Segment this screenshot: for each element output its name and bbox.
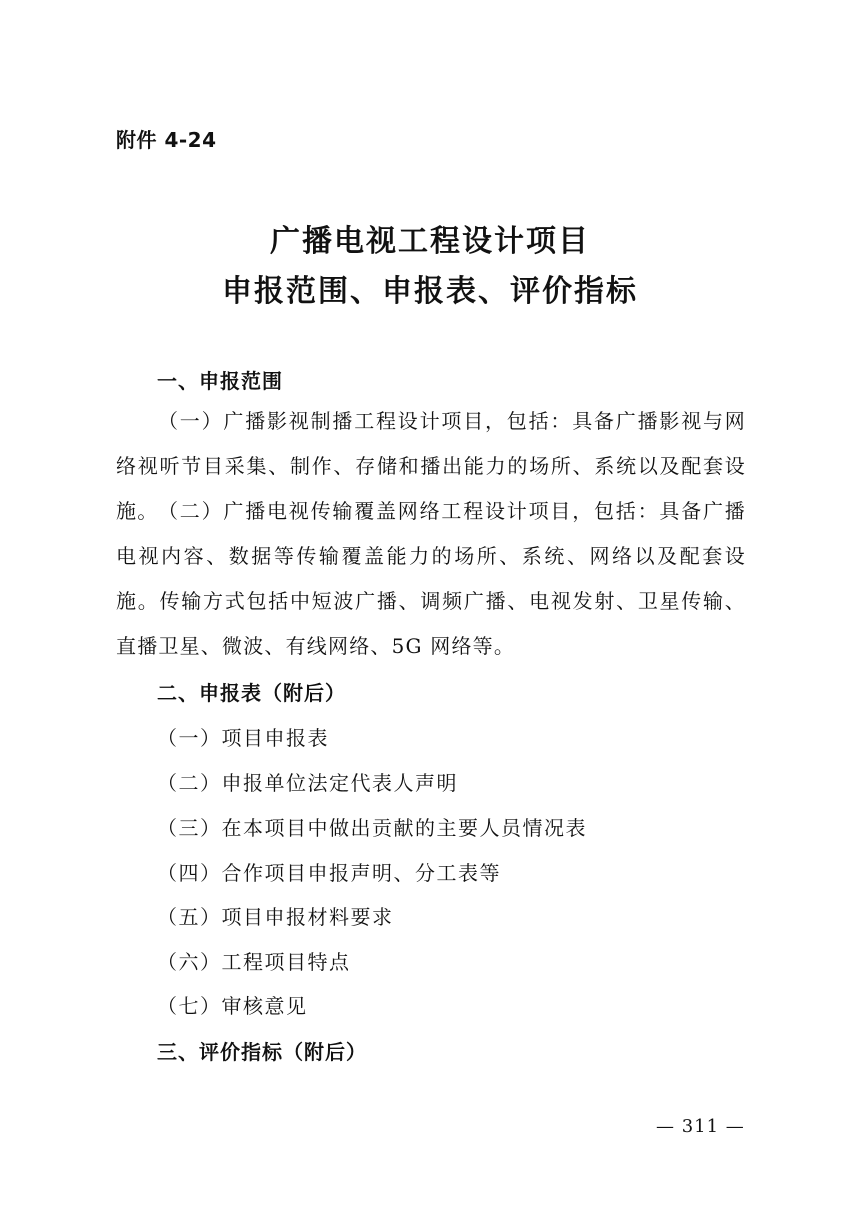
section-heading-form: 二、申报表（附后）	[157, 681, 346, 705]
form-list-item-6: （六）工程项目特点	[157, 950, 351, 974]
form-list-item-7: （七）审核意见	[157, 994, 308, 1018]
paragraph-scope-2: （二）广播电视传输覆盖网络工程设计项目，包括：具备广播电视内容、数据等传输覆盖能力的场所、系统、网络以及配套设施。传输方式包括中短波广播、调频广播、电视发射、卫星传输、直播卫星、微波、有线网络、5G 网络等。	[116, 499, 746, 658]
form-list-item-1: （一）项目申报表	[157, 726, 329, 750]
attachment-label: 附件 4-24	[116, 128, 217, 152]
form-list-item-5: （五）项目申报材料要求	[157, 905, 394, 929]
paragraph-scope-1: （一）广播影视制播工程设计项目，包括：具备广播影视与网络视听节目采集、制作、存储和播出能力的场所、系统以及配套设施。	[116, 409, 746, 523]
form-list-item-4: （四）合作项目申报声明、分工表等	[157, 861, 501, 885]
document-title-line-2: 申报范围、申报表、评价指标	[222, 274, 638, 309]
section-heading-scope: 一、申报范围	[157, 369, 283, 393]
form-list-item-3: （三）在本项目中做出贡献的主要人员情况表	[157, 816, 587, 840]
document-title-line-1: 广播电视工程设计项目	[270, 224, 590, 259]
form-list-item-2: （二）申报单位法定代表人声明	[157, 771, 458, 795]
page-number: — 311 —	[656, 1116, 745, 1137]
section-heading-criteria: 三、评价指标（附后）	[157, 1040, 367, 1064]
